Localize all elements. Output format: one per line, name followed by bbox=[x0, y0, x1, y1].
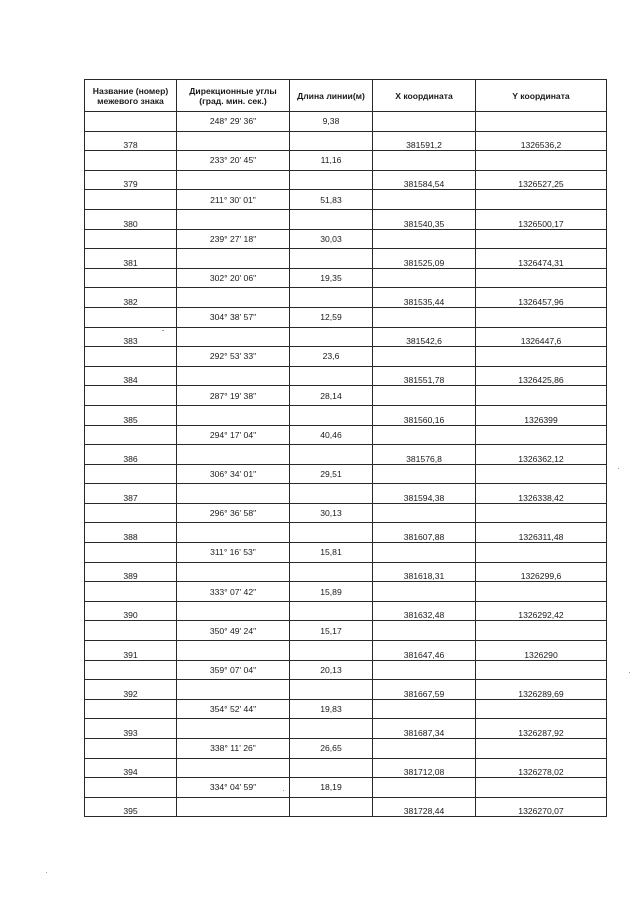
scan-speck bbox=[283, 790, 284, 791]
cell-mark: 378 bbox=[85, 131, 177, 151]
cell-angle bbox=[177, 680, 290, 700]
table-row-point bbox=[85, 445, 607, 465]
cell-x bbox=[373, 582, 476, 602]
table-row-segment bbox=[85, 386, 607, 406]
cell-x bbox=[373, 190, 476, 210]
cell-length: 11,16 bbox=[290, 151, 373, 171]
cell-y bbox=[476, 229, 607, 249]
header-mark: Название (номер) межевого знака bbox=[85, 80, 177, 112]
cell-mark bbox=[85, 151, 177, 171]
cell-mark: 387 bbox=[85, 484, 177, 504]
cell-y: 1326474,31 bbox=[476, 249, 607, 269]
cell-x: 381667,59 bbox=[373, 680, 476, 700]
cell-x: 381687,34 bbox=[373, 719, 476, 739]
table-row-segment bbox=[85, 151, 607, 171]
cell-angle: 233° 20' 45" bbox=[177, 151, 290, 171]
cell-x: 381594,38 bbox=[373, 484, 476, 504]
cell-length bbox=[290, 758, 373, 778]
cell-y bbox=[476, 739, 607, 759]
cell-angle: 354° 52' 44" bbox=[177, 699, 290, 719]
cell-mark bbox=[85, 347, 177, 367]
cell-mark: 390 bbox=[85, 601, 177, 621]
cell-mark: 383 bbox=[85, 327, 177, 347]
cell-x bbox=[373, 307, 476, 327]
cell-y: 1326287,92 bbox=[476, 719, 607, 739]
cell-x bbox=[373, 464, 476, 484]
cell-mark bbox=[85, 229, 177, 249]
table-row-segment bbox=[85, 268, 607, 288]
cell-length: 20,13 bbox=[290, 660, 373, 680]
cell-angle: 304° 38' 57" bbox=[177, 307, 290, 327]
cell-y: 1326278,02 bbox=[476, 758, 607, 778]
cell-y: 1326500,17 bbox=[476, 209, 607, 229]
table-row-segment bbox=[85, 190, 607, 210]
table-row-segment bbox=[85, 621, 607, 641]
cell-x bbox=[373, 503, 476, 523]
cell-angle bbox=[177, 288, 290, 308]
cell-angle: 239° 27' 18" bbox=[177, 229, 290, 249]
header-angle: Дирекционные углы (град. мин. сек.) bbox=[177, 80, 290, 112]
cell-mark: 395 bbox=[85, 797, 177, 817]
cell-length bbox=[290, 366, 373, 386]
cell-x bbox=[373, 699, 476, 719]
cell-angle: 311° 16' 53" bbox=[177, 543, 290, 563]
cell-length: 51,83 bbox=[290, 190, 373, 210]
cell-y bbox=[476, 543, 607, 563]
cell-length: 26,65 bbox=[290, 739, 373, 759]
cell-x bbox=[373, 386, 476, 406]
cell-mark: 379 bbox=[85, 170, 177, 190]
cell-x: 381618,31 bbox=[373, 562, 476, 582]
cell-mark bbox=[85, 621, 177, 641]
cell-angle bbox=[177, 523, 290, 543]
cell-y: 1326362,12 bbox=[476, 445, 607, 465]
table-row-point bbox=[85, 797, 607, 817]
cell-x: 381542,6 bbox=[373, 327, 476, 347]
table-header-row bbox=[85, 80, 607, 112]
cell-y bbox=[476, 503, 607, 523]
cell-x: 381728,44 bbox=[373, 797, 476, 817]
cell-angle bbox=[177, 562, 290, 582]
table-row-segment bbox=[85, 699, 607, 719]
cell-y bbox=[476, 464, 607, 484]
cell-x bbox=[373, 778, 476, 798]
cell-x bbox=[373, 112, 476, 132]
cell-angle bbox=[177, 797, 290, 817]
table-row-segment bbox=[85, 778, 607, 798]
cell-angle bbox=[177, 405, 290, 425]
cell-mark: 381 bbox=[85, 249, 177, 269]
cell-length: 9,38 bbox=[290, 112, 373, 132]
cell-x: 381576,8 bbox=[373, 445, 476, 465]
cell-x: 381607,88 bbox=[373, 523, 476, 543]
cell-mark bbox=[85, 582, 177, 602]
cell-length: 30,13 bbox=[290, 503, 373, 523]
cell-y bbox=[476, 307, 607, 327]
cell-length bbox=[290, 641, 373, 661]
cell-mark: 392 bbox=[85, 680, 177, 700]
cell-angle: 306° 34' 01" bbox=[177, 464, 290, 484]
cell-angle bbox=[177, 601, 290, 621]
cell-x: 381647,46 bbox=[373, 641, 476, 661]
cell-angle bbox=[177, 641, 290, 661]
cell-length: 19,83 bbox=[290, 699, 373, 719]
table-row-segment bbox=[85, 112, 607, 132]
cell-length: 15,81 bbox=[290, 543, 373, 563]
cell-length bbox=[290, 445, 373, 465]
table-row-segment bbox=[85, 739, 607, 759]
table-row-segment bbox=[85, 307, 607, 327]
scan-speck bbox=[162, 330, 164, 331]
cell-length bbox=[290, 562, 373, 582]
cell-mark bbox=[85, 112, 177, 132]
table-row-point bbox=[85, 405, 607, 425]
cell-angle bbox=[177, 327, 290, 347]
cell-y bbox=[476, 112, 607, 132]
table-row-point bbox=[85, 758, 607, 778]
cell-x bbox=[373, 660, 476, 680]
header-x: X координата bbox=[373, 80, 476, 112]
cell-mark: 394 bbox=[85, 758, 177, 778]
cell-length bbox=[290, 797, 373, 817]
cell-mark bbox=[85, 425, 177, 445]
cell-mark bbox=[85, 660, 177, 680]
scan-speck bbox=[629, 672, 630, 673]
cell-length bbox=[290, 249, 373, 269]
cell-x bbox=[373, 347, 476, 367]
cell-mark bbox=[85, 778, 177, 798]
scan-speck bbox=[46, 872, 47, 873]
cell-y: 1326292,42 bbox=[476, 601, 607, 621]
cell-length bbox=[290, 719, 373, 739]
cell-length: 12,59 bbox=[290, 307, 373, 327]
table-row-segment bbox=[85, 347, 607, 367]
cell-length bbox=[290, 405, 373, 425]
cell-mark: 393 bbox=[85, 719, 177, 739]
table-row-point bbox=[85, 484, 607, 504]
table-row-point bbox=[85, 249, 607, 269]
cell-mark bbox=[85, 268, 177, 288]
cell-y: 1326289,69 bbox=[476, 680, 607, 700]
table-row-point bbox=[85, 719, 607, 739]
cell-x bbox=[373, 229, 476, 249]
table-row-point bbox=[85, 170, 607, 190]
table-row-point bbox=[85, 601, 607, 621]
cell-mark bbox=[85, 386, 177, 406]
cell-y bbox=[476, 778, 607, 798]
cell-y: 1326299,6 bbox=[476, 562, 607, 582]
cell-length bbox=[290, 131, 373, 151]
coordinates-table bbox=[84, 79, 607, 817]
cell-length bbox=[290, 484, 373, 504]
cell-length bbox=[290, 327, 373, 347]
cell-angle: 211° 30' 01" bbox=[177, 190, 290, 210]
cell-angle bbox=[177, 366, 290, 386]
cell-y bbox=[476, 386, 607, 406]
cell-angle: 287° 19' 38" bbox=[177, 386, 290, 406]
cell-y: 1326447,6 bbox=[476, 327, 607, 347]
cell-angle: 350° 49' 24" bbox=[177, 621, 290, 641]
table-row-point bbox=[85, 131, 607, 151]
cell-y bbox=[476, 699, 607, 719]
cell-y bbox=[476, 151, 607, 171]
cell-y: 1326311,48 bbox=[476, 523, 607, 543]
cell-x: 381584,54 bbox=[373, 170, 476, 190]
cell-y bbox=[476, 621, 607, 641]
cell-length: 18,19 bbox=[290, 778, 373, 798]
table-row-segment bbox=[85, 503, 607, 523]
cell-angle bbox=[177, 209, 290, 229]
cell-length: 40,46 bbox=[290, 425, 373, 445]
cell-mark bbox=[85, 699, 177, 719]
cell-x bbox=[373, 425, 476, 445]
table-row-point bbox=[85, 523, 607, 543]
cell-y: 1326527,25 bbox=[476, 170, 607, 190]
cell-mark bbox=[85, 307, 177, 327]
cell-x: 381712,08 bbox=[373, 758, 476, 778]
cell-angle: 296° 36' 58" bbox=[177, 503, 290, 523]
cell-x: 381632,48 bbox=[373, 601, 476, 621]
cell-y bbox=[476, 268, 607, 288]
cell-mark bbox=[85, 543, 177, 563]
cell-angle: 292° 53' 33" bbox=[177, 347, 290, 367]
cell-angle: 294° 17' 04" bbox=[177, 425, 290, 445]
cell-angle: 334° 04' 59" bbox=[177, 778, 290, 798]
header-y: Y координата bbox=[476, 80, 607, 112]
cell-mark bbox=[85, 503, 177, 523]
cell-angle bbox=[177, 445, 290, 465]
cell-angle: 338° 11' 26" bbox=[177, 739, 290, 759]
cell-angle bbox=[177, 170, 290, 190]
cell-mark: 386 bbox=[85, 445, 177, 465]
cell-length bbox=[290, 680, 373, 700]
table-row-point bbox=[85, 209, 607, 229]
cell-angle bbox=[177, 484, 290, 504]
header-length: Длина линии(м) bbox=[290, 80, 373, 112]
cell-y: 1326338,42 bbox=[476, 484, 607, 504]
cell-y bbox=[476, 582, 607, 602]
cell-x: 381525,09 bbox=[373, 249, 476, 269]
table-row-point bbox=[85, 288, 607, 308]
cell-y bbox=[476, 425, 607, 445]
cell-x: 381540,35 bbox=[373, 209, 476, 229]
cell-x: 381535,44 bbox=[373, 288, 476, 308]
cell-length: 23,6 bbox=[290, 347, 373, 367]
cell-length bbox=[290, 601, 373, 621]
cell-y bbox=[476, 190, 607, 210]
cell-x bbox=[373, 268, 476, 288]
scan-speck bbox=[618, 468, 619, 469]
cell-length: 19,35 bbox=[290, 268, 373, 288]
cell-y bbox=[476, 660, 607, 680]
table-row-segment bbox=[85, 425, 607, 445]
cell-angle bbox=[177, 131, 290, 151]
table-row-point bbox=[85, 641, 607, 661]
cell-mark bbox=[85, 190, 177, 210]
cell-angle: 302° 20' 06" bbox=[177, 268, 290, 288]
cell-y: 1326399 bbox=[476, 405, 607, 425]
cell-mark: 391 bbox=[85, 641, 177, 661]
cell-y: 1326457,96 bbox=[476, 288, 607, 308]
cell-angle bbox=[177, 249, 290, 269]
table-row-segment bbox=[85, 464, 607, 484]
table-body bbox=[85, 112, 607, 817]
cell-mark: 384 bbox=[85, 366, 177, 386]
table-row-segment bbox=[85, 543, 607, 563]
cell-y: 1326270,07 bbox=[476, 797, 607, 817]
cell-length bbox=[290, 209, 373, 229]
cell-angle bbox=[177, 758, 290, 778]
cell-length: 15,17 bbox=[290, 621, 373, 641]
cell-angle: 333° 07' 42" bbox=[177, 582, 290, 602]
table-row-segment bbox=[85, 229, 607, 249]
cell-angle: 359° 07' 04" bbox=[177, 660, 290, 680]
cell-mark: 388 bbox=[85, 523, 177, 543]
cell-y: 1326425,86 bbox=[476, 366, 607, 386]
cell-mark: 380 bbox=[85, 209, 177, 229]
cell-y: 1326290 bbox=[476, 641, 607, 661]
cell-y: 1326536,2 bbox=[476, 131, 607, 151]
cell-length bbox=[290, 170, 373, 190]
cell-length: 15,89 bbox=[290, 582, 373, 602]
cell-x: 381560,16 bbox=[373, 405, 476, 425]
table-row-point bbox=[85, 680, 607, 700]
cell-x bbox=[373, 739, 476, 759]
cell-mark: 382 bbox=[85, 288, 177, 308]
table-row-segment bbox=[85, 660, 607, 680]
cell-length: 28,14 bbox=[290, 386, 373, 406]
cell-angle: 248° 29' 36" bbox=[177, 112, 290, 132]
cell-x: 381551,78 bbox=[373, 366, 476, 386]
cell-x: 381591,2 bbox=[373, 131, 476, 151]
table-row-point bbox=[85, 366, 607, 386]
cell-length bbox=[290, 523, 373, 543]
cell-length: 29,51 bbox=[290, 464, 373, 484]
cell-length bbox=[290, 288, 373, 308]
cell-mark bbox=[85, 464, 177, 484]
cell-x bbox=[373, 543, 476, 563]
cell-mark: 385 bbox=[85, 405, 177, 425]
cell-mark: 389 bbox=[85, 562, 177, 582]
cell-y bbox=[476, 347, 607, 367]
cell-x bbox=[373, 151, 476, 171]
cell-mark bbox=[85, 739, 177, 759]
cell-length: 30,03 bbox=[290, 229, 373, 249]
table-row-point bbox=[85, 562, 607, 582]
cell-x bbox=[373, 621, 476, 641]
cell-angle bbox=[177, 719, 290, 739]
table-row-segment bbox=[85, 582, 607, 602]
